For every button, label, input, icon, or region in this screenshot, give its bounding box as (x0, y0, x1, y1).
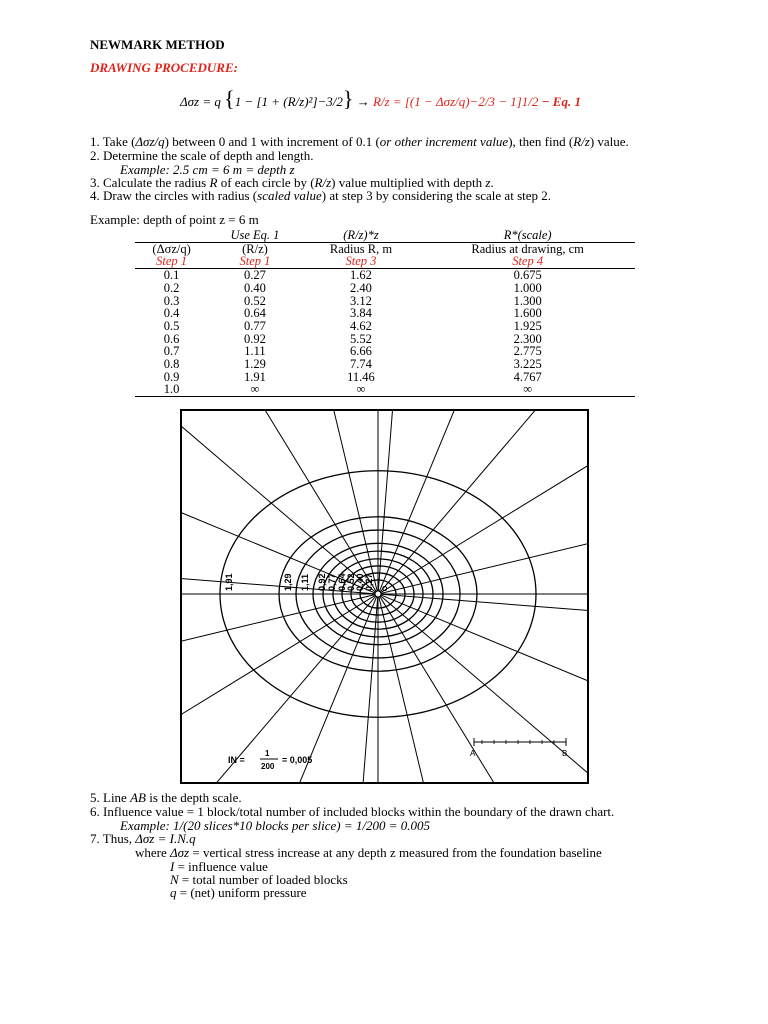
table-cell: 4.62 (350, 318, 372, 333)
table-cell: 0.27 (244, 268, 266, 283)
table-cell: 1.29 (244, 357, 266, 372)
center-label: O (382, 586, 388, 593)
table-cell: 4.767 (513, 369, 542, 384)
table-cell: 1.925 (513, 318, 542, 333)
table-row (135, 383, 635, 396)
radial-line (379, 596, 518, 782)
influence-denominator: 200 (261, 762, 275, 771)
equation-block: Δσz = q {1 − [1 + (R/z)²]−3/2} → R/z = [(1 − Δσz/q)−2/3 − 1]1/2 − Eq. 1 (180, 86, 581, 111)
where-def-2: I = influence value (170, 859, 268, 874)
equation-rhs: R/z = [(1 − Δσz/q)−2/3 − 1]1/2 (372, 94, 539, 109)
section-subtitle: DRAWING PROCEDURE: (90, 60, 238, 75)
table-cell: 0.8 (163, 357, 180, 372)
table-cell: 1.62 (350, 268, 372, 283)
scale-label-a: A (470, 749, 476, 758)
table-cell: 7.74 (350, 357, 372, 372)
table-cell: 2.300 (513, 331, 542, 346)
influence-value: = 0,005 (282, 755, 313, 765)
step-4: 4. Draw the circles with radius (scaled value) at step 3 by considering the scale at step 2. (90, 188, 552, 203)
step-2-example: Example: 2.5 cm = 6 m = depth z (120, 162, 295, 177)
table-row (135, 345, 635, 358)
table-cell: ∞ (302, 383, 421, 396)
radial-line (379, 596, 587, 782)
radius-label: 0,52 (346, 573, 356, 591)
table-cell: ∞ (420, 383, 635, 396)
radius-label: 0,77 (327, 573, 337, 591)
table-cell: 0.40 (244, 280, 266, 295)
where-def-3: N = total number of loaded blocks (170, 872, 348, 887)
table-cell: 0.92 (244, 331, 266, 346)
radial-line (182, 411, 376, 593)
radial-line (380, 595, 587, 782)
table-cell: 1.0 (135, 383, 208, 396)
table-cell: 6.66 (350, 344, 372, 359)
table-row (135, 295, 635, 308)
table-cell: 0.5 (163, 318, 180, 333)
note-6-example: Example: 1/(20 slices*10 blocks per slice) = 1/200 = 0.005 (120, 818, 430, 833)
table-header-row: (Δσz/q) (R/z) Radius R, m Radius at drawing, cm (135, 242, 635, 255)
note-5: 5. Line AB is the depth scale. (90, 790, 242, 805)
scale-label-b: B (562, 749, 568, 758)
table-row (135, 333, 635, 346)
table-row (135, 320, 635, 333)
table-row (135, 358, 635, 371)
radial-line (182, 596, 377, 782)
table-cell: 2.775 (513, 344, 542, 359)
table-cell: 1.11 (244, 344, 266, 359)
radius-label: 0,27 (364, 573, 374, 591)
radius-table (135, 229, 635, 397)
newmark-chart (180, 409, 589, 784)
radius-label: 1,29 (283, 573, 293, 591)
radial-line (182, 411, 377, 592)
table-cell: 1.91 (244, 369, 266, 384)
table-cell: 3.84 (350, 306, 372, 321)
chart-canvas (182, 411, 587, 782)
equation-arrow: → (356, 94, 370, 109)
table-row (135, 371, 635, 384)
where-label: where (135, 845, 167, 860)
table-cell: 1.600 (513, 306, 542, 321)
table-top-row: Use Eq. 1 (R/z)*z R*(scale) (230, 228, 552, 242)
table-cell: 3.12 (350, 293, 372, 308)
table-cell: 0.2 (163, 280, 180, 295)
table-cell: 3.225 (513, 357, 542, 372)
influence-numerator: 1 (265, 749, 270, 758)
step-1: 1. Take (Δσz/q) between 0 and 1 with increment of 0.1 (or other increment value), then find (R/z) value. (90, 134, 629, 149)
equation-middle: 1 − [1 + (R/z)²]−3/2 (234, 94, 343, 109)
table-cell: 0.3 (163, 293, 180, 308)
radius-label: 0,92 (317, 573, 327, 591)
table-cell: ∞ (208, 383, 301, 396)
where-def-1: Δσz = vertical stress increase at any depth z measured from the foundation baseline (170, 845, 602, 860)
equation-lhs: Δσz = q (180, 94, 221, 109)
radius-label: 1,91 (224, 573, 234, 591)
table-cell: 0.52 (244, 293, 266, 308)
table-cell: 1.300 (513, 293, 542, 308)
table-cell: 2.40 (350, 280, 372, 295)
table-cell: 5.52 (350, 331, 372, 346)
table-cell: 0.675 (513, 268, 542, 283)
example-heading: Example: depth of point z = 6 m (90, 212, 259, 227)
radius-label: 1,11 (300, 573, 310, 591)
table-cell: 0.6 (163, 331, 180, 346)
table-cell: 1.000 (513, 280, 542, 295)
radial-line (381, 454, 587, 594)
radius-label: 0,64 (337, 573, 347, 591)
equation-label: − Eq. 1 (541, 94, 581, 109)
center-point (375, 591, 381, 597)
radial-line (182, 596, 376, 782)
step-2: 2. Determine the scale of depth and length. (90, 148, 314, 163)
influence-label: IN = (228, 755, 245, 765)
table-cell: 0.7 (163, 344, 180, 359)
table-row (135, 282, 635, 295)
radial-line (182, 594, 375, 734)
page-title: NEWMARK METHOD (90, 37, 225, 52)
table-cell: 0.1 (163, 268, 180, 283)
table-cell: 0.64 (244, 306, 266, 321)
table-row (135, 307, 635, 320)
where-def-4: q = (net) uniform pressure (170, 885, 307, 900)
note-6: 6. Influence value = 1 block/total number of included blocks within the boundary of the drawn chart. (90, 804, 615, 819)
table-cell: 0.9 (163, 369, 180, 384)
radial-line (182, 411, 376, 593)
radial-line (182, 595, 376, 782)
table-step-row: Step 1 Step 1 Step 3 Step 4 (135, 255, 635, 268)
table-cell: 0.4 (163, 306, 180, 321)
step-3: 3. Calculate the radius R of each circle by (R/z) value multiplied with depth z. (90, 175, 494, 190)
table-cell: 11.46 (347, 369, 375, 384)
table-row (135, 269, 635, 282)
radius-label: 0,40 (355, 573, 365, 591)
table-cell: 0.77 (244, 318, 266, 333)
note-7: 7. Thus, Δσz = I.N.q (90, 831, 196, 846)
